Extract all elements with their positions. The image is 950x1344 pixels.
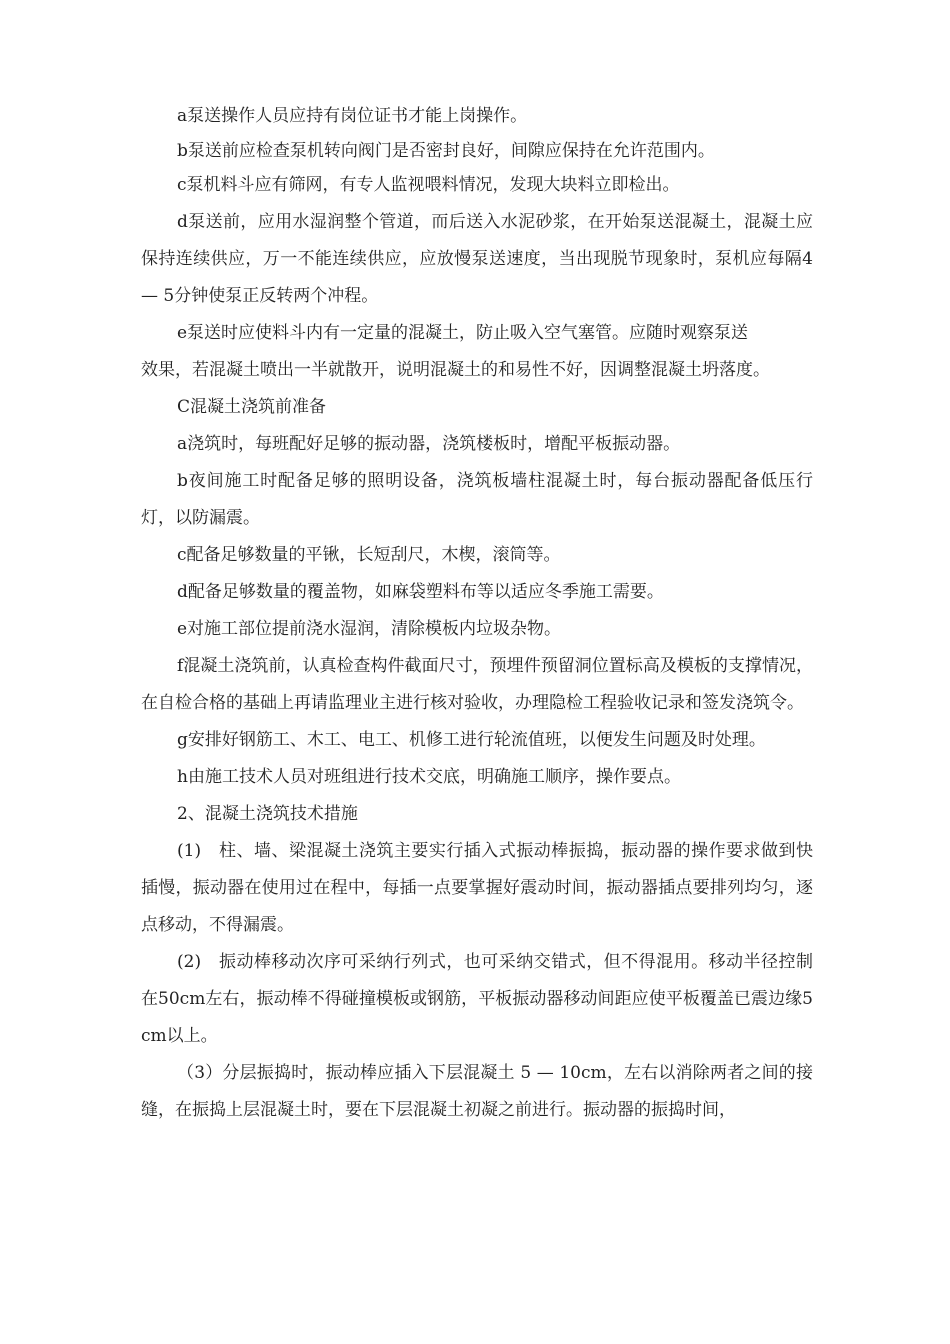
- paragraph-1-vibration: (1) 柱、墙、梁混凝土浇筑主要实行插入式振动棒振捣，振动器的操作要求做到快插慢，振动器在使用过在程中，每插一点要掌握好震动时间，振动器插点要排列均匀，逐点移动，不得漏震。: [141, 841, 813, 935]
- paragraph-b-pump-valve-check: b泵送前应检查泵机转向阀门是否密封良好，间隙应保持在允许范围内。: [177, 141, 715, 161]
- paragraph-2-vibrator-sequence: (2) 振动棒移动次序可采纳行列式，也可采纳交错式，但不得混用。移动半径控制在50cm左右，振动棒不得碰撞模板或钢筋，平板振动器移动间距应使平板覆盖已震边缘5cm以上。: [141, 952, 813, 1046]
- section-heading-c-preparation: C混凝土浇筑前准备: [177, 397, 327, 417]
- paragraph-b-night-lighting: b夜间施工时配备足够的照明设备，浇筑板墙柱混凝土时，每台振动器配备低压行灯，以防漏震。: [141, 471, 813, 528]
- paragraph-h-briefing: h由施工技术人员对班组进行技术交底，明确施工顺序，操作要点。: [177, 767, 681, 787]
- paragraph-d-covering: d配备足够数量的覆盖物，如麻袋塑料布等以适应冬季施工需要。: [177, 582, 664, 602]
- paragraph-e-continued: 效果，若混凝土喷出一半就散开，说明混凝土的和易性不好，因调整混凝土坍落度。: [141, 360, 770, 380]
- paragraph-e-hopper-level: e泵送时应使料斗内有一定量的混凝土，防止吸入空气塞管。应随时观察泵送: [177, 323, 749, 343]
- paragraph-a-vibrators: a浇筑时，每班配好足够的振动器，浇筑楼板时，增配平板振动器。: [177, 434, 681, 454]
- paragraph-f-inspection: f混凝土浇筑前，认真检查构件截面尺寸，预埋件预留洞位置标高及模板的支撑情况，在自检合格的基础上再请监理业主进行核对验收，办理隐检工程验收记录和签发浇筑令。: [141, 656, 813, 713]
- paragraph-e-wetting: e对施工部位提前浇水湿润，清除模板内垃圾杂物。: [177, 619, 562, 639]
- paragraph-g-shift-duty: g安排好钢筋工、木工、电工、机修工进行轮流值班，以便发生问题及时处理。: [177, 730, 766, 750]
- paragraph-d-pipe-wetting: d泵送前，应用水湿润整个管道，而后送入水泥砂浆，在开始泵送混凝土，混凝土应保持连续供应，万一不能连续供应，应放慢泵送速度，当出现脱节现象时，泵机应每隔4 — 5分钟使泵正反转两个冲程。: [141, 212, 813, 306]
- body-text: [141, 98, 813, 1129]
- paragraph-a-pump-operator: a泵送操作人员应持有岗位证书才能上岗操作。: [177, 106, 528, 126]
- paragraph-c-tools: c配备足够数量的平锹，长短刮尺，木楔，滚筒等。: [177, 545, 561, 565]
- paragraph-c-hopper-screen: c泵机料斗应有筛网，有专人监视喂料情况，发现大块料立即检出。: [177, 175, 680, 195]
- section-heading-2-pouring-measures: 2、混凝土浇筑技术措施: [177, 804, 358, 824]
- paragraph-3-layered-vibration: （3）分层振捣时，振动棒应插入下层混凝土 5 — 10cm，左右以消除两者之间的接缝，在振捣上层混凝土时，要在下层混凝土初凝之前进行。振动器的振捣时间，: [141, 1063, 813, 1120]
